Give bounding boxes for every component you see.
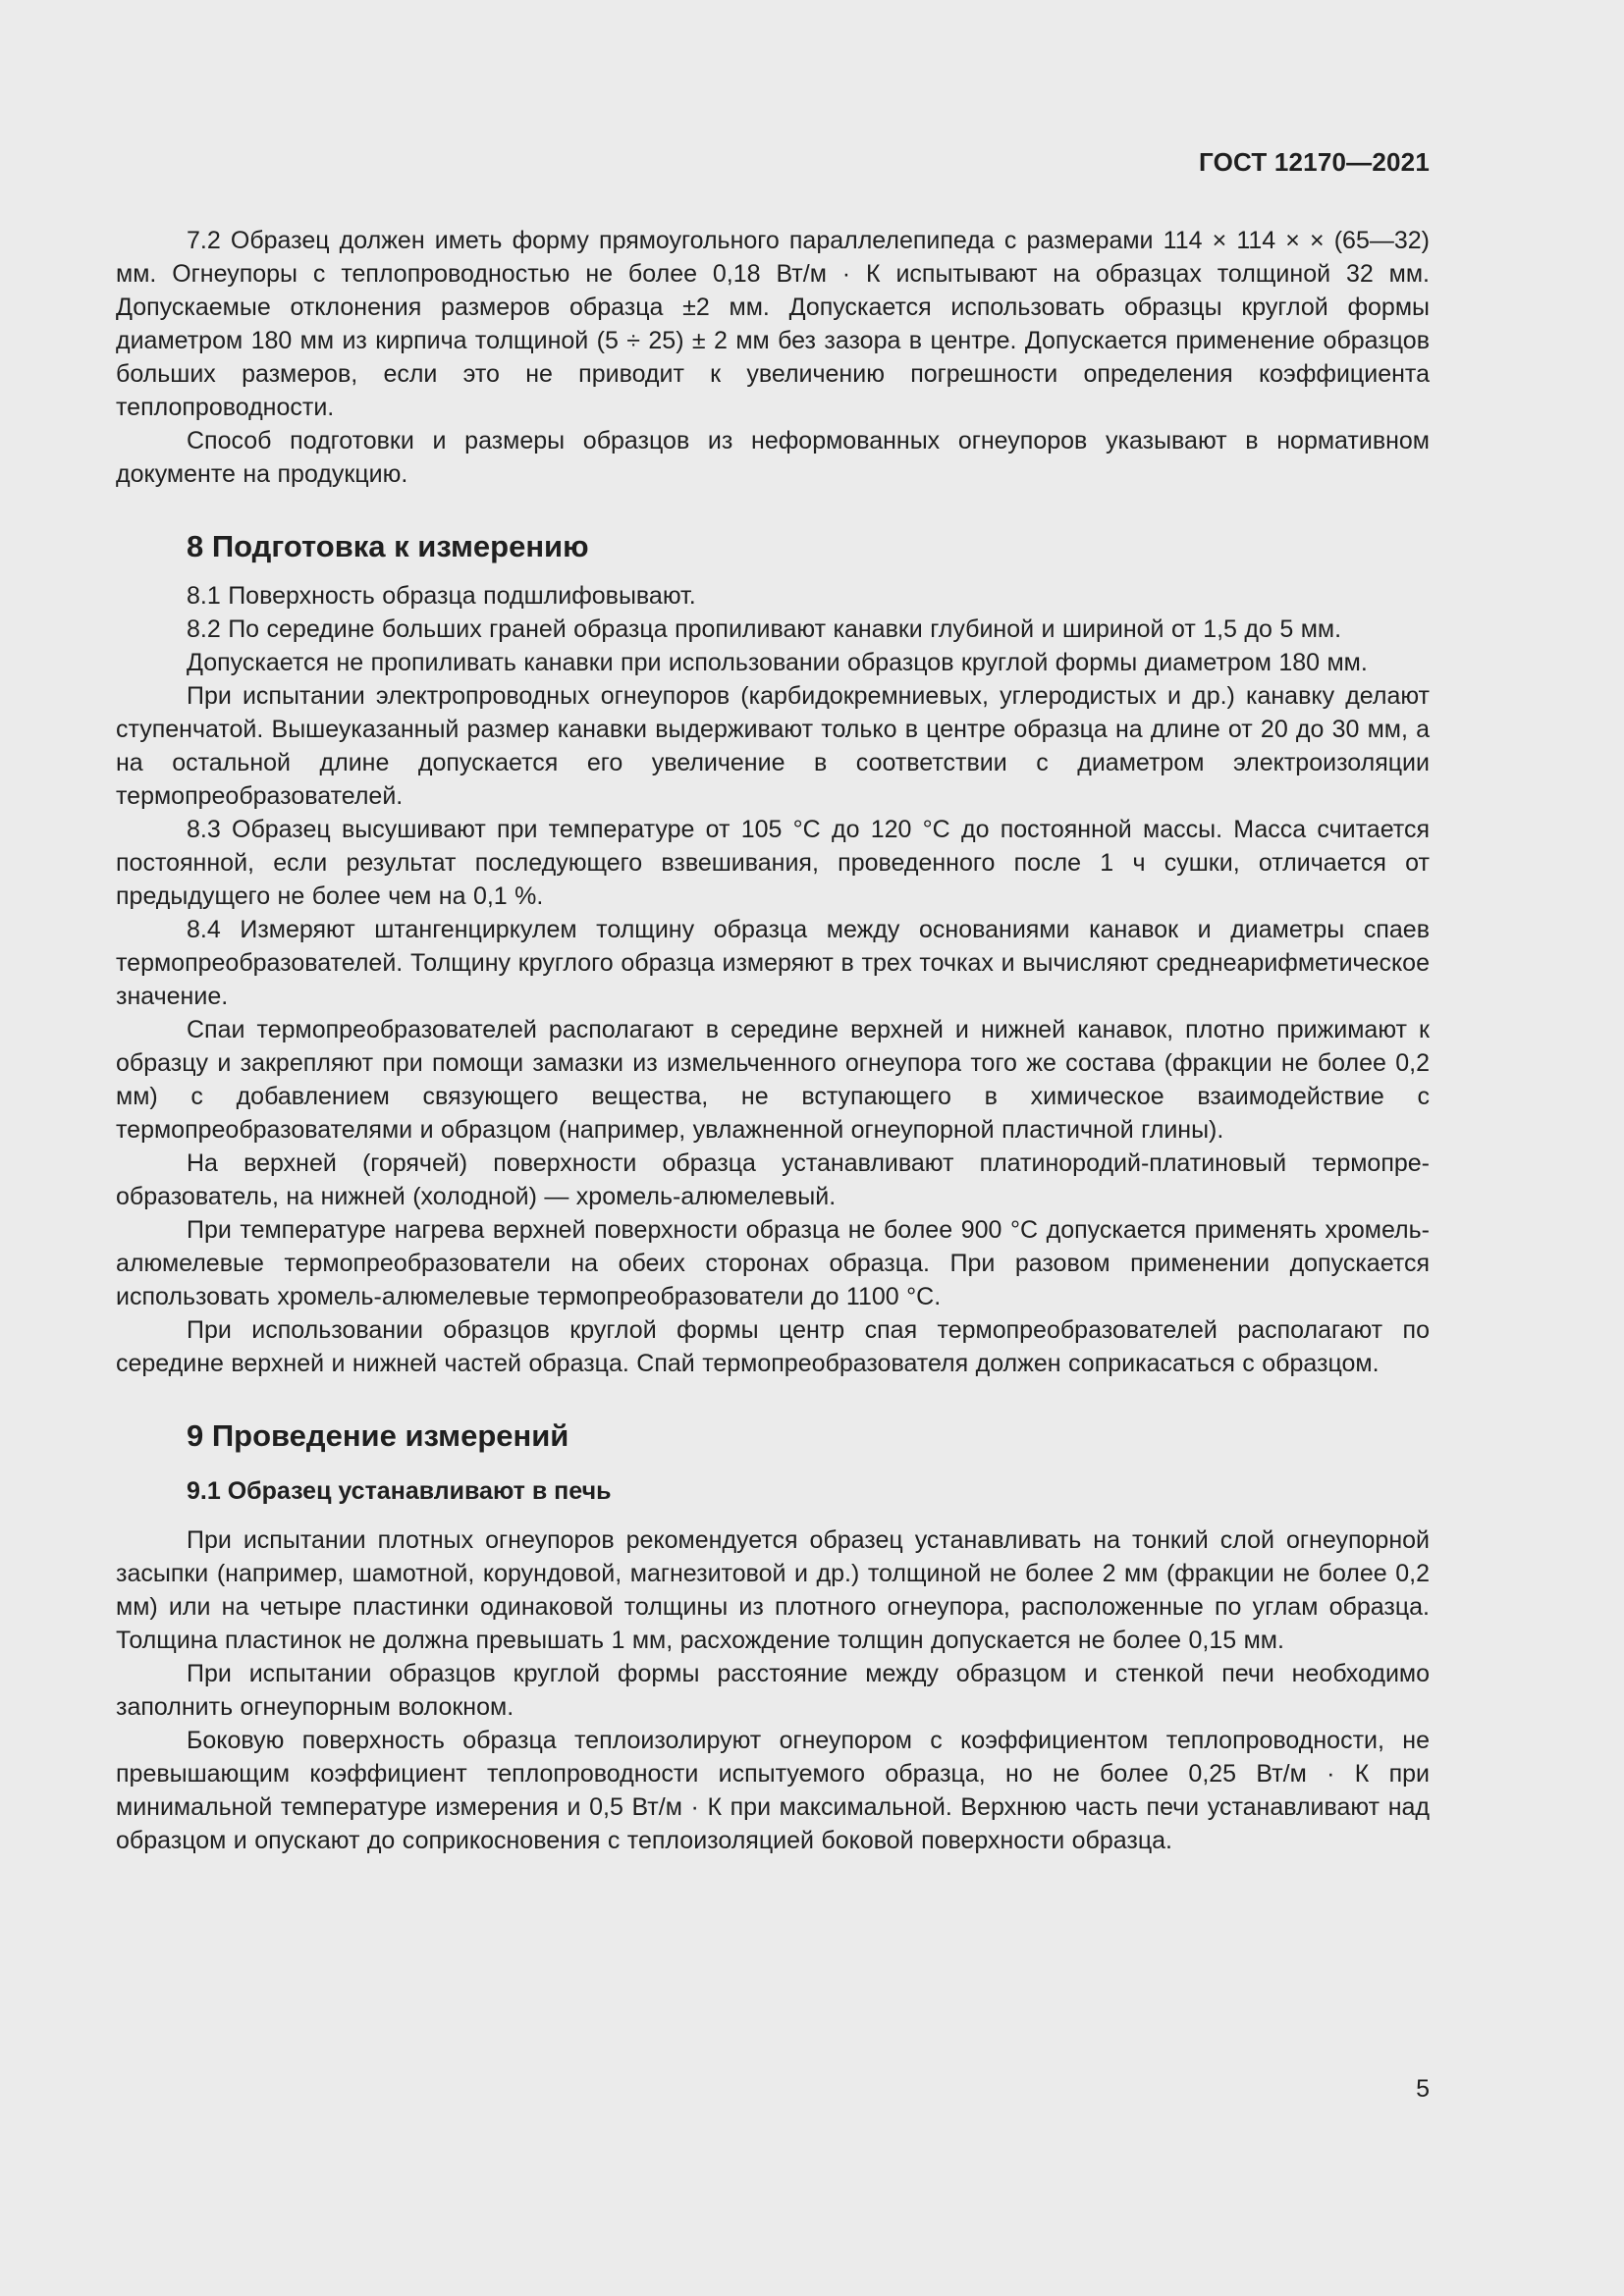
paragraph-9-1-round: При испытании образцов круглой формы расстояние между образцом и стенкой печи необходимо заполнить огнеупорным волокном. [116, 1660, 1430, 1721]
paragraph-8-4: 8.4 Измеряют штангенциркулем толщину образца между основаниями канавок и диаметры спаев термопреобразователей. Толщину круглого образца измеряют в трех точках и вычисляют среднеарифметическое значение. [116, 916, 1430, 1010]
subsection-9-1-heading: 9.1 Образец устанавливают в печь [187, 1477, 612, 1505]
paragraph-8-2-note: Допускается не пропиливать канавки при использовании образцов круглой формы диаметром 180 мм. [187, 649, 1368, 676]
page-number: 5 [1416, 2075, 1430, 2103]
paragraph-7-2-note: Способ подготовки и размеры образцов из неформованных огнеупоров указывают в нормативном документе на продукцию. [116, 427, 1430, 488]
paragraph-9-1-dense: При испытании плотных огнеупоров рекомендуется образец устанавливать на тонкий слой огнеупорной засыпки (например, шамотной, корундовой, магнезитовой и др.) толщиной не более 2 мм (фракции не более 0,2 мм) или на четыре пластинки одинаковой толщины из плотного огнеупора, расположенные по углам образца. Толщина пластинок не должна превышать 1 мм, расхождение толщин допускается не более 0,15 мм. [116, 1526, 1430, 1654]
section-8-heading: 8 Подготовка к измерению [187, 529, 589, 563]
section-9-heading: 9 Проведение измерений [187, 1418, 569, 1453]
paragraph-8-1: 8.1 Поверхность образца подшлифовывают. [187, 582, 696, 610]
paragraph-8-4-round: При использовании образцов круглой формы центр спая термопреобразователей располагают по середине верхней и нижней частей образца. Спай термопреобразователя должен соприкасаться с образцом. [116, 1316, 1430, 1377]
paragraph-8-2: 8.2 По середине больших граней образца пропиливают канавки глубиной и шириной от 1,5 до 5 мм. [187, 615, 1342, 643]
paragraph-9-1-insulation: Боковую поверхность образца теплоизолируют огнеупором с коэффициентом теплопроводности, не превышающим коэффициент теплопроводности испытуемого образца, но не более 0,25 Вт/м · К при минимальной температуре измерения и 0,5 Вт/м · К при максимальной. Верхнюю часть печи устанавливают над образцом и опускают до соприкосновения с теплоизоляцией боковой поверхности образца. [116, 1727, 1430, 1854]
paragraph-7-2: 7.2 Образец должен иметь форму прямоугольного параллелепипеда с размерами 114 × 114 × × (65—32) мм. Огнеупоры с теплопроводностью не более 0,18 Вт/м · К испытывают на образцах толщиной 32 мм. Допускаемые отклонения размеров образца ±2 мм. Допускается использовать образцы круглой формы диаметром 180 мм из кирпича толщиной (5 ÷ 25) ± 2 мм без зазора в центре. Допускается применение образцов больших размеров, если это не приводит к увеличению погрешности определения коэффициента теплопроводности. [116, 227, 1430, 421]
paragraph-8-4-temperature: При температуре нагрева верхней поверхности образца не более 900 °С допускается применять хромель-алюмелевые термопреобразователи на обеих сторонах образца. При разовом применении допускается использовать хромель-алюмелевые термопреобразователи до 1100 °С. [116, 1216, 1430, 1310]
paragraph-8-3: 8.3 Образец высушивают при температуре от 105 °С до 120 °С до постоянной массы. Масса считается постоянной, если результат последующего взвешивания, проведенного после 1 ч сушки, отличается от предыдущего не более чем на 0,1 %. [116, 816, 1430, 910]
paragraph-8-4-hot-side: На верхней (горячей) поверхности образца устанавливают платинородий-платиновый термопреобразователь, на нижней (холодной) — хромель-алюмелевый. [116, 1149, 1430, 1210]
document-page [116, 0, 1430, 2296]
document-code-header: ГОСТ 12170—2021 [1199, 147, 1430, 177]
paragraph-8-4-junctions: Спаи термопреобразователей располагают в середине верхней и нижней канавок, плотно прижимают к образцу и закрепляют при помощи замазки из измельченного огнеупора того же состава (фракции не более 0,2 мм) с добавлением связующего вещества, не вступающего в химическое взаимодействие с термопреобразователями и образцом (например, увлажненной огнеупорной пластичной глины). [116, 1016, 1430, 1144]
document-body [116, 224, 1430, 1857]
paragraph-8-2-conductive: При испытании электропроводных огнеупоров (карбидокремниевых, углеродистых и др.) канавку делают ступенчатой. Вышеуказанный размер канавки выдерживают только в центре образца на длине от 20 до 30 мм, а на остальной длине допускается его увеличение в соответствии с диаметром электроизоляции термопреобразователей. [116, 682, 1430, 810]
